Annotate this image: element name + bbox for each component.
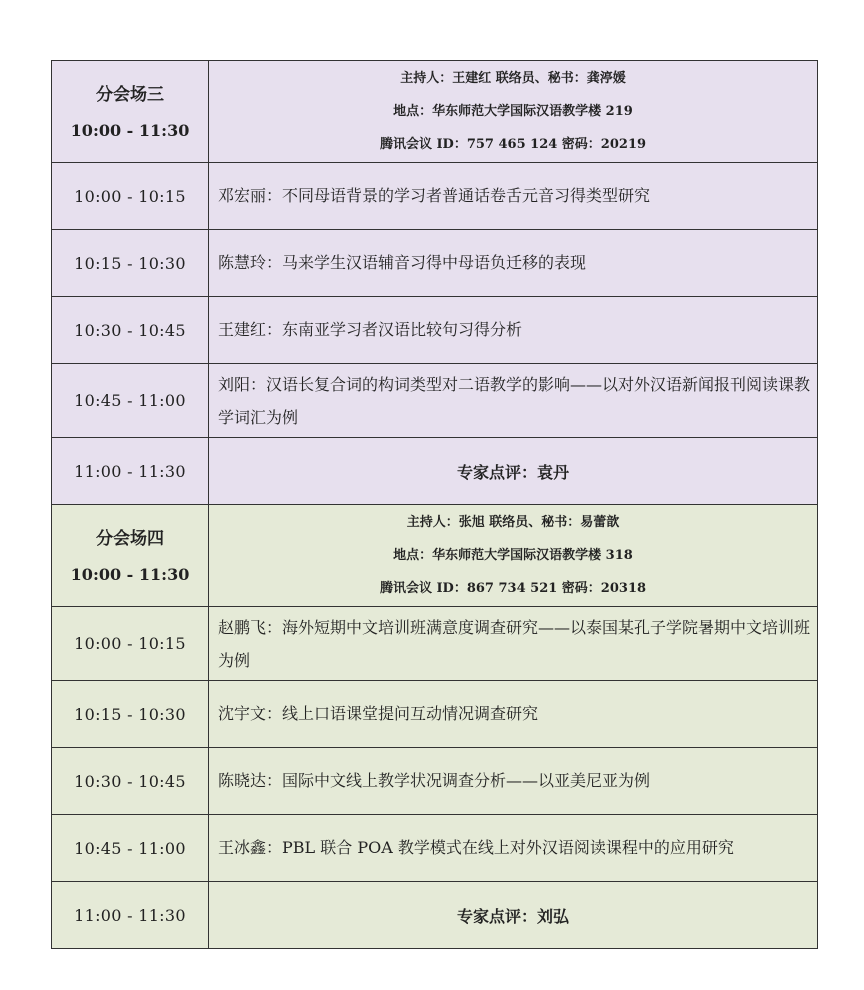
expert-comment: 专家点评：袁丹 — [209, 438, 818, 505]
talk-row — [52, 681, 818, 748]
expert-time: 11:00 - 11:30 — [52, 882, 209, 949]
talk-time: 10:30 - 10:45 — [52, 748, 209, 815]
expert-row — [52, 882, 818, 949]
talk-time: 10:15 - 10:30 — [52, 230, 209, 297]
talk-title: 邓宏丽：不同母语背景的学习者普通话卷舌元音习得类型研究 — [209, 163, 818, 230]
talk-row — [52, 364, 818, 438]
talk-title: 王冰鑫：PBL 联合 POA 教学模式在线上对外汉语阅读课程中的应用研究 — [209, 815, 818, 882]
talk-title: 沈宇文：线上口语课堂提问互动情况调查研究 — [209, 681, 818, 748]
talk-title: 刘阳：汉语长复合词的构词类型对二语教学的影响——以对外汉语新闻报刊阅读课教学词汇为例 — [209, 364, 818, 438]
talk-title: 王建红：东南亚学习者汉语比较句习得分析 — [209, 297, 818, 364]
host-line: 主持人：王建红 联络员、秘书：龚渟媛 — [400, 71, 626, 86]
session-name: 分会场三 — [96, 84, 164, 105]
session-title-cell — [52, 505, 209, 607]
talk-time: 10:45 - 11:00 — [52, 364, 209, 438]
talk-row — [52, 815, 818, 882]
talk-time: 10:00 - 10:15 — [52, 163, 209, 230]
session-title-cell — [52, 61, 209, 163]
talk-row — [52, 748, 818, 815]
expert-time: 11:00 - 11:30 — [52, 438, 209, 505]
talk-time: 10:45 - 11:00 — [52, 815, 209, 882]
talk-time: 10:30 - 10:45 — [52, 297, 209, 364]
talk-time: 10:15 - 10:30 — [52, 681, 209, 748]
talk-row — [52, 297, 818, 364]
talk-title: 陈慧玲：马来学生汉语辅音习得中母语负迁移的表现 — [209, 230, 818, 297]
host-line: 主持人：张旭 联络员、秘书：易蕾歆 — [406, 515, 620, 530]
session-name: 分会场四 — [96, 528, 164, 549]
location-line: 地点：华东师范大学国际汉语教学楼 318 — [393, 548, 633, 563]
talk-title: 陈晓达：国际中文线上教学状况调查分析——以亚美尼亚为例 — [209, 748, 818, 815]
session-header-row — [52, 61, 818, 163]
meeting-line: 腾讯会议 ID：867 734 521 密码：20318 — [379, 581, 647, 596]
expert-row — [52, 438, 818, 505]
expert-comment: 专家点评：刘弘 — [209, 882, 818, 949]
session-time-range: 10:00 - 11:30 — [70, 564, 190, 584]
talk-time: 10:00 - 10:15 — [52, 607, 209, 681]
talk-row — [52, 230, 818, 297]
session-time-range: 10:00 - 11:30 — [70, 120, 190, 140]
talk-title: 赵鹏飞：海外短期中文培训班满意度调查研究——以泰国某孔子学院暑期中文培训班为例 — [209, 607, 818, 681]
schedule-table — [51, 60, 818, 949]
session-info-cell — [209, 61, 818, 163]
talk-row — [52, 607, 818, 681]
session-info-cell — [209, 505, 818, 607]
talk-row — [52, 163, 818, 230]
meeting-line: 腾讯会议 ID：757 465 124 密码：20219 — [379, 137, 647, 152]
location-line: 地点：华东师范大学国际汉语教学楼 219 — [393, 104, 633, 119]
session-header-row — [52, 505, 818, 607]
